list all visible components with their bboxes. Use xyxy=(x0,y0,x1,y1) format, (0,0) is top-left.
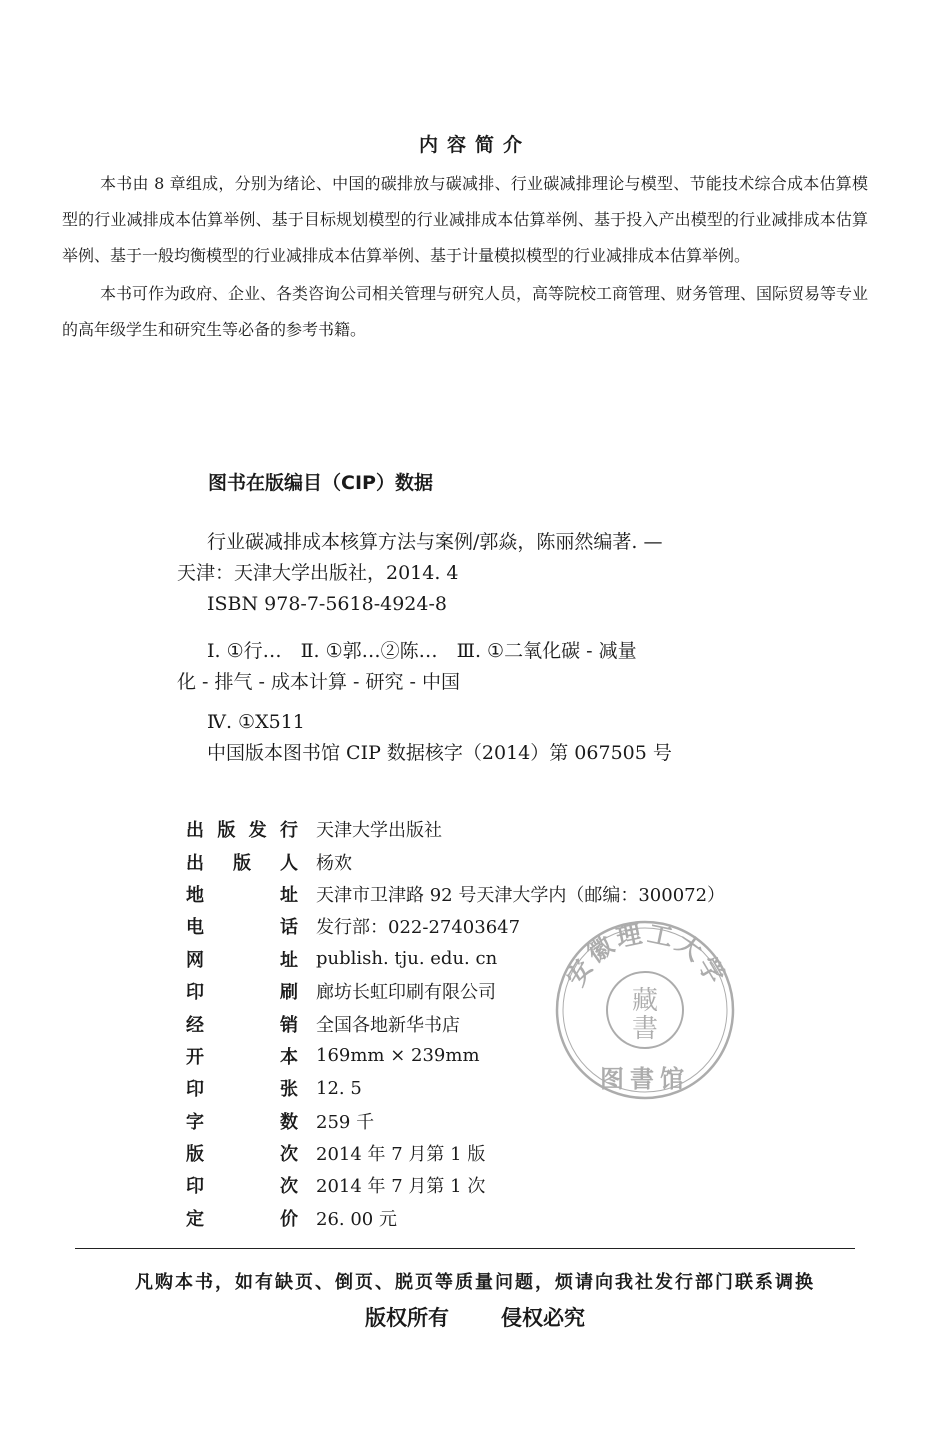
pub-label: 开本 xyxy=(186,1046,298,1068)
piracy-warning: 侵权必究 xyxy=(501,1306,585,1330)
pub-label: 印刷 xyxy=(186,982,298,1004)
pub-value: 2014 年 7 月第 1 次 xyxy=(316,1176,486,1198)
pub-label: 定价 xyxy=(186,1208,298,1230)
cip-subject-line-cont: 化 - 排气 - 成本计算 - 研究 - 中国 xyxy=(177,671,460,693)
pub-label: 版次 xyxy=(186,1144,298,1166)
stamp-center-bottom: 書 xyxy=(631,1014,659,1044)
pub-label: 经销 xyxy=(186,1014,298,1036)
pub-value: 杨欢 xyxy=(316,852,352,874)
pub-row xyxy=(186,1105,725,1137)
pub-label: 网址 xyxy=(186,949,298,971)
pub-row xyxy=(186,845,725,877)
cip-class-line: Ⅳ. ①X511 xyxy=(207,711,305,733)
pub-label: 出版人 xyxy=(186,852,298,874)
stamp-center-top: 藏 xyxy=(631,986,659,1016)
pub-row xyxy=(186,1202,725,1234)
library-seal-icon xyxy=(550,915,740,1105)
rights-reserved: 版权所有 xyxy=(365,1306,449,1330)
pub-value: 廊坊长虹印刷有限公司 xyxy=(316,982,496,1004)
intro-paragraph: 本书可作为政府、企业、各类咨询公司相关管理与研究人员，高等院校工商管理、财务管理、国际贸易等专业的高年级学生和研究生等必备的参考书籍。 xyxy=(62,284,869,339)
pub-value: 259 千 xyxy=(316,1111,375,1133)
pub-value: 12. 5 xyxy=(316,1077,362,1099)
pub-row xyxy=(186,1137,725,1169)
pub-label: 地址 xyxy=(186,884,298,906)
pub-row xyxy=(186,878,725,910)
cip-number-line: 中国版本图书馆 CIP 数据核字（2014）第 067505 号 xyxy=(207,742,672,764)
footer-divider xyxy=(75,1248,855,1249)
pub-label: 出版发行 xyxy=(186,820,298,842)
pub-row xyxy=(186,1169,725,1201)
pub-value: publish. tju. edu. cn xyxy=(316,948,498,970)
pub-label: 印次 xyxy=(186,1176,298,1198)
pub-value: 26. 00 元 xyxy=(316,1208,397,1230)
cip-publisher-line: 天津：天津大学出版社，2014. 4 xyxy=(177,562,459,584)
intro-section xyxy=(62,166,868,350)
pub-row xyxy=(186,813,725,845)
cip-title-line: 行业碳减排成本核算方法与案例/郭焱，陈丽然编著. — xyxy=(207,531,663,553)
intro-title: 内容简介 xyxy=(418,134,531,156)
cip-isbn-line: ISBN 978-7-5618-4924-8 xyxy=(207,593,447,615)
stamp-ring-text: 安徽理工大学 xyxy=(560,918,732,991)
cip-subject-line: Ⅰ. ①行… Ⅱ. ①郭…②陈… Ⅲ. ①二氧化碳 - 减量 xyxy=(207,640,637,662)
pub-value: 2014 年 7 月第 1 版 xyxy=(316,1144,486,1166)
library-stamp xyxy=(550,915,740,1105)
cip-heading: 图书在版编目（CIP）数据 xyxy=(208,472,433,494)
pub-value: 发行部：022-27403647 xyxy=(316,917,521,939)
pub-label: 印张 xyxy=(186,1079,298,1101)
quality-notice: 凡购本书，如有缺页、倒页、脱页等质量问题，烦请向我社发行部门联系调换 xyxy=(135,1272,815,1293)
pub-value: 全国各地新华书店 xyxy=(316,1014,460,1036)
pub-label: 字数 xyxy=(186,1111,298,1133)
pub-label: 电话 xyxy=(186,917,298,939)
copyright-line xyxy=(0,1302,950,1332)
stamp-bottom-text: 图書馆 xyxy=(600,1064,690,1093)
cip-record xyxy=(177,527,767,769)
pub-value: 169mm × 239mm xyxy=(316,1045,480,1067)
pub-value: 天津市卫津路 92 号天津大学内（邮编：300072） xyxy=(316,884,726,906)
intro-paragraph: 本书由 8 章组成，分别为绪论、中国的碳排放与碳减排、行业碳减排理论与模型、节能技术综合成本估算模型的行业减排成本估算举例、基于目标规划模型的行业减排成本估算举例、基于投入产出模型的行业减排成本估算举例、基于一般均衡模型的行业减排成本估算举例、基于计量模拟模型的行业减排成本估算举例。 xyxy=(62,174,868,265)
pub-value: 天津大学出版社 xyxy=(316,820,442,842)
